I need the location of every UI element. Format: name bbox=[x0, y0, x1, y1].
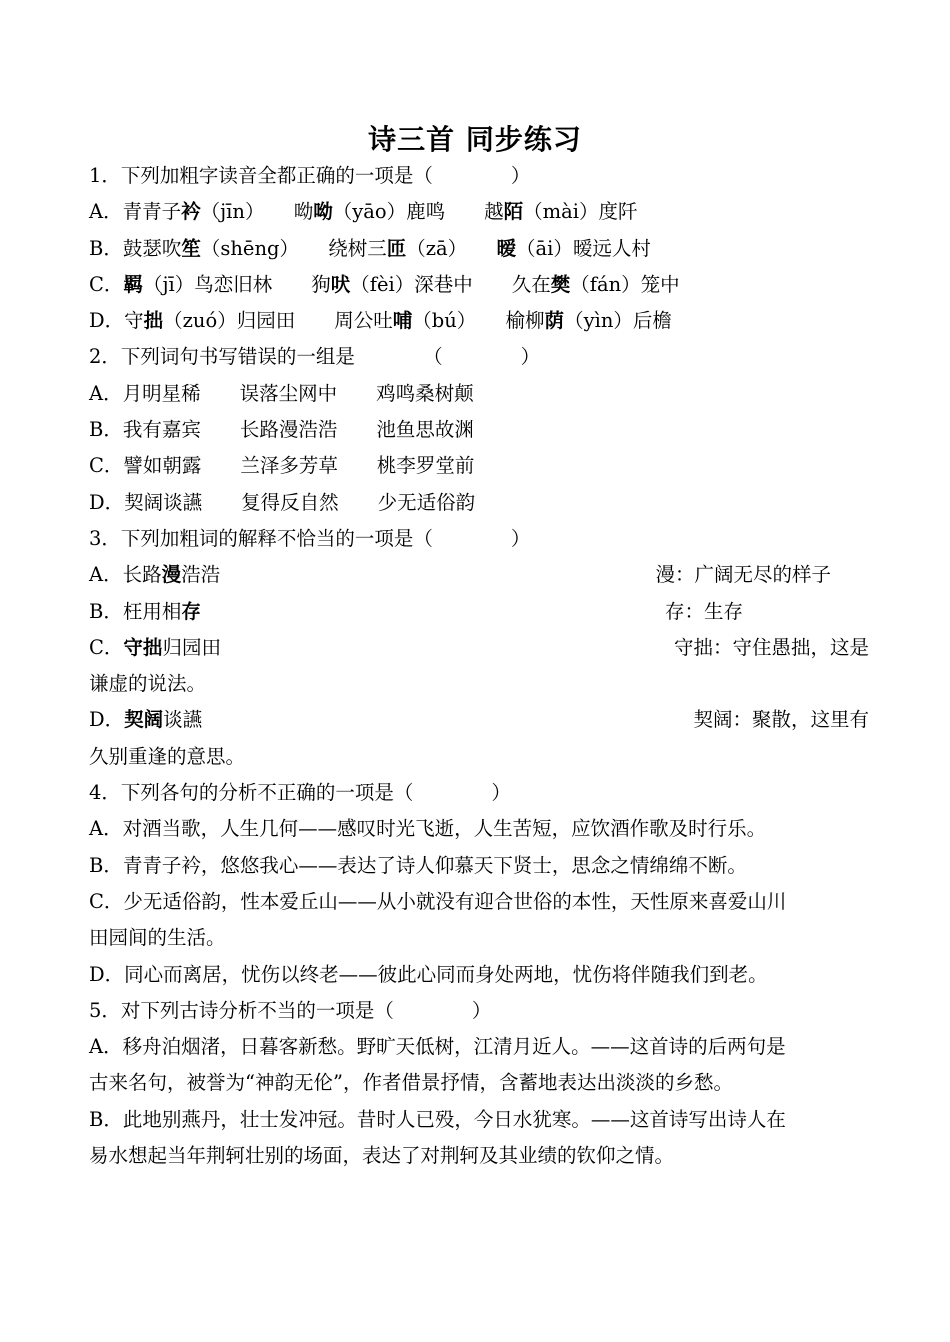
q5-option-a-continued: 古来名句，被誉为“神韵无伦”，作者借景抒情，含蓄地表达出淡淡的乡愁。 bbox=[89, 1071, 733, 1095]
q3-stem: 3．下列加粗词的解释不恰当的一项是（ ） bbox=[89, 526, 531, 550]
q3-b-explanation: 存：生存 bbox=[664, 599, 743, 623]
q2-stem: 2．下列词句书写错误的一组是 （ ） bbox=[89, 345, 541, 369]
q1-option-c: C．羁（jī）鸟恋旧林 狗吠（fèi）深巷中 久在樊（fán）笼中 bbox=[89, 272, 680, 296]
q3-option-d: D．契阔谈讌 契阔：聚散，这里有 bbox=[89, 702, 869, 738]
q3-option-c-continued: 谦虚的说法。 bbox=[89, 672, 207, 696]
q5-option-b: B．此地别燕丹，壮士发冲冠。昔时人已殁，今日水犹寒。——这首诗写出诗人在 bbox=[89, 1107, 786, 1131]
q4-option-a: A．对酒当歌，人生几何——感叹时光飞逝，人生苦短，应饮酒作歌及时行乐。 bbox=[89, 817, 767, 841]
question-list bbox=[89, 158, 869, 1174]
q3-option-d-continued: 久别重逢的意思。 bbox=[89, 744, 246, 768]
q4-option-c: C．少无适俗韵，性本爱丘山——从小就没有迎合世俗的本性，天性原来喜爱山川 bbox=[89, 889, 787, 913]
q2-option-a: A．月明星稀 误落尘网中 鸡鸣桑树颠 bbox=[89, 381, 474, 405]
q4-option-d: D．同心而离居，忧伤以终老——彼此心同而身处两地，忧伤将伴随我们到老。 bbox=[89, 962, 768, 986]
q1-option-b: B．鼓瑟吹笙（shēng） 绕树三匝（zā） 暧（āi）暧远人村 bbox=[89, 236, 651, 260]
q4-option-b: B．青青子衿，悠悠我心——表达了诗人仰慕天下贤士，思念之情绵绵不断。 bbox=[89, 853, 747, 877]
q4-stem: 4．下列各句的分析不正确的一项是（ ） bbox=[89, 781, 511, 805]
page-title: 诗三首 同步练习 bbox=[368, 123, 582, 156]
q3-option-b: B．枉用相存 存：生存 bbox=[89, 594, 869, 630]
q2-option-d: D．契阔谈讌 复得反自然 少无适俗韵 bbox=[89, 490, 476, 514]
q3-option-c: C．守拙归园田 守拙：守住愚拙，这是 bbox=[89, 630, 869, 666]
q5-stem: 5．对下列古诗分析不当的一项是（ ） bbox=[89, 998, 492, 1022]
q3-c-explanation: 守拙：守住愚拙，这是 bbox=[673, 635, 869, 659]
q1-stem: 1．下列加粗字读音全都正确的一项是（ ） bbox=[89, 164, 531, 187]
q5-option-b-continued: 易水想起当年荆轲壮别的场面，表达了对荆轲及其业绩的钦仰之情。 bbox=[89, 1144, 675, 1168]
q1-option-a: A．青青子衿（jīn） 呦呦（yāo）鹿鸣 越陌（mài）度阡 bbox=[89, 200, 638, 224]
q1-option-d: D．守拙（zuó）归园田 周公吐哺（bú） 榆柳荫（yìn）后檐 bbox=[89, 309, 672, 333]
q3-a-explanation: 漫：广阔无尽的样子 bbox=[655, 563, 831, 587]
q3-option-a: A．长路漫浩浩 漫：广阔无尽的样子 bbox=[89, 557, 869, 593]
q5-option-a: A．移舟泊烟渚，日暮客新愁。野旷天低树，江清月近人。——这首诗的后两句是 bbox=[89, 1035, 786, 1059]
q2-option-b: B．我有嘉宾 长路漫浩浩 池鱼思故渊 bbox=[89, 418, 474, 442]
q2-option-c: C．譬如朝露 兰泽多芳草 桃李罗堂前 bbox=[89, 454, 475, 478]
q3-d-explanation: 契阔：聚散，这里有 bbox=[693, 708, 869, 732]
q4-option-c-continued: 田园间的生活。 bbox=[89, 926, 226, 950]
